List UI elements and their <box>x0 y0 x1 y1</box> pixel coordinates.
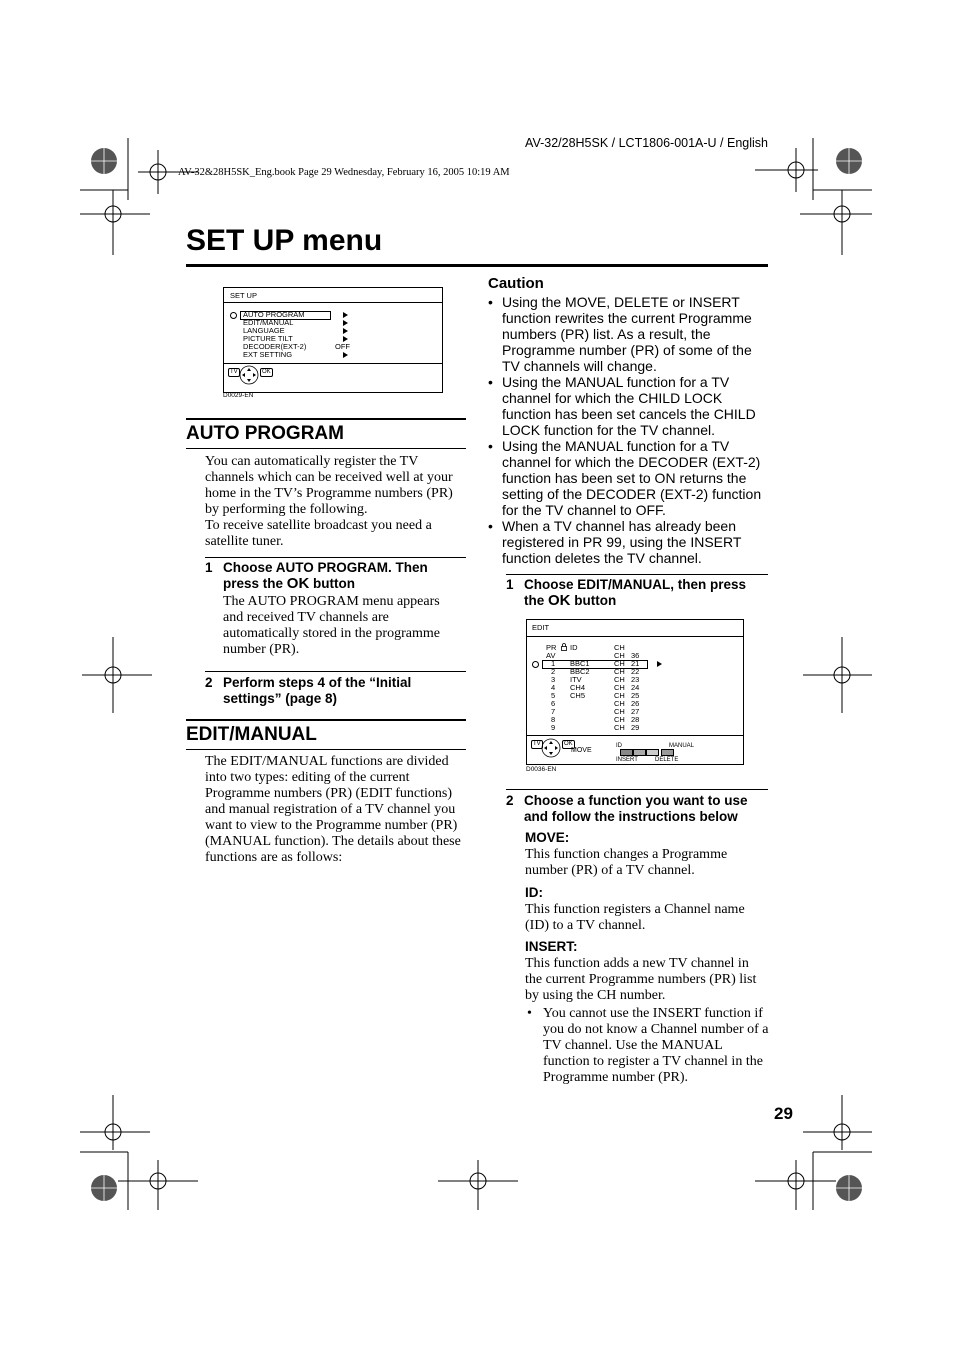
setup-item-ext-setting: EXT SETTING <box>243 350 293 359</box>
move-label: MOVE <box>571 747 592 754</box>
model-line: AV-32/28H5SK / LCT1806-001A-U / English <box>525 136 768 150</box>
manual-label: MANUAL <box>669 743 695 749</box>
edit-step-2: 2 Choose a function you want to use and follow the instructions below <box>506 793 748 824</box>
move-body: This function changes a Programme number (PR) of a TV channel. <box>525 847 728 878</box>
bullet: • <box>527 1006 532 1021</box>
id-heading: ID: <box>525 885 543 900</box>
col-pr: PR <box>546 643 557 652</box>
insert-label: INSERT <box>616 757 638 763</box>
arrow-right-icon <box>657 661 662 667</box>
lock-icon <box>561 643 567 651</box>
page-number: 29 <box>774 1104 793 1123</box>
edit-menu-title: EDIT <box>532 623 550 632</box>
col-ch: CH <box>614 643 625 652</box>
setup-item-decoder: DECODER(EXT-2) <box>243 342 307 351</box>
setup-item-language: LANGUAGE <box>243 326 285 335</box>
auto-program-intro: You can automatically register the TV channels which can be received well at your home in the TV’s Programme numbers (PR) by performing the following. To receive satellite broadcast you need a satellite tuner. <box>205 454 453 549</box>
auto-program-step-2: 2 Perform steps 4 of the “Initial settings” (page 8) <box>205 675 412 706</box>
caution-list <box>488 294 770 566</box>
dpad-icon <box>239 365 259 385</box>
insert-note: • You cannot use the INSERT function if you do not know a Channel number of a TV channel. Use the MANUAL function to register a TV channel in the Programme number (PR). <box>527 1006 769 1085</box>
setup-menu-code: D0029-EN <box>223 392 254 399</box>
page-title: SET UP menu <box>186 224 383 257</box>
setup-menu-illustration <box>223 287 443 393</box>
caution-item: • Using the MANUAL function for a TV channel for which the CHILD LOCK function has been set cancels the CHILD LOCK function for the TV channel. <box>488 374 770 438</box>
ok-glyph: OK <box>548 592 571 609</box>
color-key-green-icon <box>633 749 646 756</box>
decoder-value: OFF <box>335 342 350 351</box>
edit-row-selected-circle-icon <box>532 661 539 668</box>
setup-menu-title: SET UP <box>230 291 257 300</box>
insert-heading: INSERT: <box>525 939 578 954</box>
book-line: AV-32&28H5SK_Eng.book Page 29 Wednesday, February 16, 2005 10:19 AM <box>178 167 510 178</box>
arrow-right-icon <box>343 328 348 334</box>
tv-button-icon: TV <box>533 741 541 747</box>
auto-program-step-1-body: The AUTO PROGRAM menu appears and received TV channels are automatically stored in the programme number (PR). <box>223 594 440 657</box>
edit-menu-illustration: EDIT PR ID CH AV CH 36 1 BBC1 CH 21 2 BBC2 CH 22 3 ITV CH 23 4 CH4 CH 24 5 CH5 CH 25 6 CH 26 7 CH 27 8 CH 28 9 CH 29 TV OK MOVE ID MANUAL INSERT DELETE <box>526 619 744 765</box>
selection-circle-icon <box>230 312 237 319</box>
edit-manual-body: The EDIT/MANUAL functions are divided into two types: editing of the current Programme numbers (PR) (EDIT functions) and manual registration of a TV channel you want to view to the Programme number (PR) (MANUAL function). The details about these functions are as follows: <box>205 754 461 865</box>
id-body: This function registers a Channel name (ID) to a TV channel. <box>525 902 745 933</box>
move-heading: MOVE: <box>525 830 570 845</box>
edit-step-1: 1 Choose EDIT/MANUAL, then press the OK button <box>506 577 747 609</box>
caution-item: • Using the MANUAL function for a TV channel for which the DECODER (EXT-2) function has been set to ON returns the setting of the DECODER (EXT-2) function for the TV channel to OFF. <box>488 438 770 518</box>
tv-button-icon: TV <box>230 369 238 375</box>
caution-item: • Using the MOVE, DELETE or INSERT function rewrites the current Programme numbers (PR) list. As a result, the Programme number (PR) of some of the TV channels will change. <box>488 294 770 374</box>
arrow-right-icon <box>343 336 348 342</box>
edit-manual-heading: EDIT/MANUAL <box>186 724 317 745</box>
setup-item-picture-tilt: PICTURE TILT <box>243 334 293 343</box>
arrow-right-icon <box>343 312 348 318</box>
auto-program-step-1: 1 Choose AUTO PROGRAM. Then press the OK button <box>205 560 428 592</box>
arrow-right-icon <box>343 320 348 326</box>
color-key-yellow-icon <box>646 749 659 756</box>
caution-item: • When a TV channel has already been registered in PR 99, using the INSERT function deletes the TV channel. <box>488 518 770 566</box>
ok-glyph: OK <box>286 575 310 592</box>
color-key-red-icon <box>620 749 633 756</box>
edit-menu-code: D0036-EN <box>526 766 557 773</box>
col-id: ID <box>570 643 578 652</box>
caution-heading: Caution <box>488 275 544 292</box>
arrow-right-icon <box>343 352 348 358</box>
dpad-icon <box>541 738 561 758</box>
insert-body: This function adds a new TV channel in the current Programme numbers (PR) list by using the CH number. <box>525 956 757 1003</box>
delete-label: DELETE <box>655 757 679 763</box>
id-label: ID <box>616 743 622 749</box>
setup-item-auto-program: AUTO PROGRAM <box>243 310 305 319</box>
title-rule <box>186 264 768 267</box>
ok-button-icon: OK <box>262 369 271 375</box>
color-key-blue-icon <box>661 749 674 756</box>
ok-button-icon: OK <box>564 741 573 747</box>
auto-program-heading: AUTO PROGRAM <box>186 423 344 444</box>
setup-item-edit-manual: EDIT/MANUAL <box>243 318 294 327</box>
